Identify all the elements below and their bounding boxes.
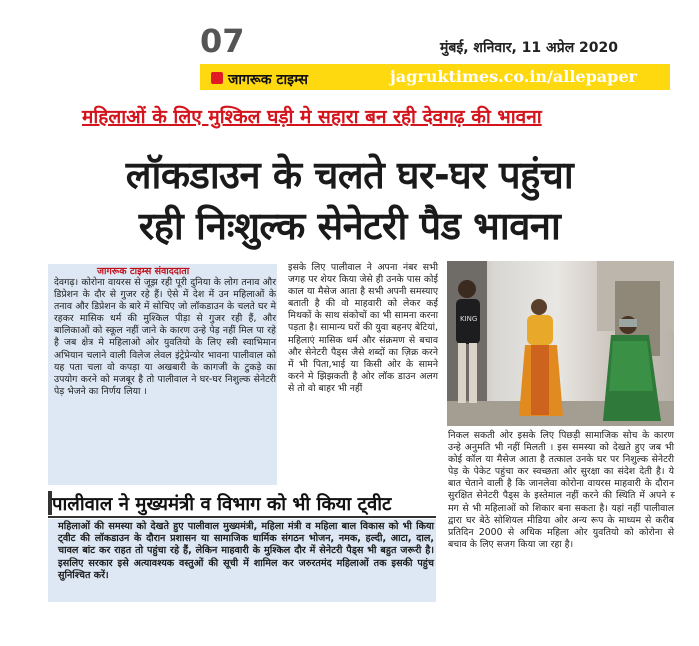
tshirt-text: KING xyxy=(460,315,478,323)
article-column-3: निकल सकती ओर इसके लिए पिछड़ी सामाजिक सोच के कारण उन्हे अनुमति भी नहीं मिलती । इस समस्या को देखते हुए जब भी कोई कॉल या मैसेज आता है तत्काल उनके घर पर निशुल्क सेनेटरी पेड़ के पेकेट पहुंचा कर स्वच्छता ओर सुरक्षा का संदेश देती है। ये बात चेताने वाली है कि जानलेवा कोरोना वायरस माहवारी के दौरान सुरक्षित सेनेटरी पैड्स के इस्तेमाल नहीं करने की स्थिति में अपने स्‍ मग से भी महिलाओं को शिकार बना सकता है। यहां नहीं पालीवाल द्वारा घर बेठे सोशियल मीडिया ओर अन्य रूप के माध्यम से करीब प्रतिदिन 2000 से अधिक महिला ओर युवतियो को कोरोना से बचाव के लिए सजग किया जा रहा है। xyxy=(448,430,674,550)
subhead-rule xyxy=(48,516,436,518)
kicker-headline: महिलाओं के लिए मुश्किल घड़ी मे सहारा बन रही देवगढ़ की भावना xyxy=(82,106,542,128)
article-photo xyxy=(447,261,674,426)
epaper-url[interactable]: jagruktimes.co.in/allepaper xyxy=(390,67,637,86)
subhead-body: महिलाओं की समस्या को देखते हुए पालीवाल मुख्यमंत्री, महिला मंत्री व महिला बाल विकास को भी किया ट्वीट की लॉकडाउन के दौरान प्रशासन या सामाजिक धार्मिक संगठन भोजन, नमक, हल्दी, आटा, दाल, चावल बांट कर राहत तो पहुंचा रहे हैं, लेकिन माहवारी के मुश्किल दौर में सेनेटरी पैड्स भी बहुत जरूरी है। इसलिए सरकार इसे अत्यावश्यक वस्तुओं की सूची में शामिल कर जरुरतमंद महिलाओं तक इसकी पहुंच सुनिश्चित करें। xyxy=(58,521,434,581)
logo-mark-icon xyxy=(211,72,223,84)
main-headline-line-2: रही निःशुल्क सेनेटरी पैड भावना xyxy=(138,204,561,248)
dateline: मुंबई, शनिवार, 11 अप्रेल 2020 xyxy=(440,40,619,56)
photo-illustration xyxy=(447,261,674,426)
subheadline: पालीवाल ने मुख्यमंत्री व विभाग को भी किया ट्वीट xyxy=(52,494,392,515)
main-headline-line-1: लॉकडाउन के चलते घर-घर पहुंचा xyxy=(125,153,574,197)
byline: जागरूक टाइम्स संवाददाता xyxy=(97,266,190,277)
page-number: 07 xyxy=(200,22,245,60)
article-column-2: इसके लिए पालीवाल ने अपना नंबर सभी जगह पर शेयर किया जेसे ही उनके पास कोई काल या मैसेज आता है सभी अपनी समस्याए बताती है की वो माहवारी को लेकर कई मिथकों के साथ संकोचों का भी सामना करना पड़ता है। सामान्य घरों की युवा बहनए बेटियां, महिलाएं मासिक धर्म और संक्रमण से बचाव और सेनेटरी पैड्स जैसे शब्दों का ज़िक्र करने में भी पिता,भाई या किसी ओर के सामने करने मे झिझकती है ओर लॉक डाउन अलग से तो वो बाहर भी नहीं xyxy=(288,262,438,394)
article-column-1: देवगढ़। कोरोना वायरस से जूझ रही पूरी दुनिया के लोग तनाव और डिप्रेशन के दौर से गुजर रहे हैं। ऐसे में देश में उन महिलाओं के तनाव और डिप्रेशन के बारे में सोचिए जो लॉकडाउन के चलते घर मे रहकर मासिक धर्म की मुश्किल पीड़ा से गुजर रही हैं, और बालिकाओं को स्कूल नहीं जाने के कारण उन्हे पेड़ नहीं मिल पा रहे है जब क्षेत्र मे महिलाओ ओर युवतियो के लिए स्त्री स्वाभिमान अभियान चलाने वाली विलेज लेवल इंट्रेप्रेन्योर भावना पालीवाल को यह पता चला वो कपड़ा या अखबारी के कागजी के टुकड़े का उपयोग करने को मजबूर है तो पालीवाल ने घर-घर निशुल्क सेनेटरी पेड़ भेजने का निर्णय लिया । xyxy=(54,277,276,397)
newspaper-logo: जागरूक टाइम्स xyxy=(228,72,308,88)
